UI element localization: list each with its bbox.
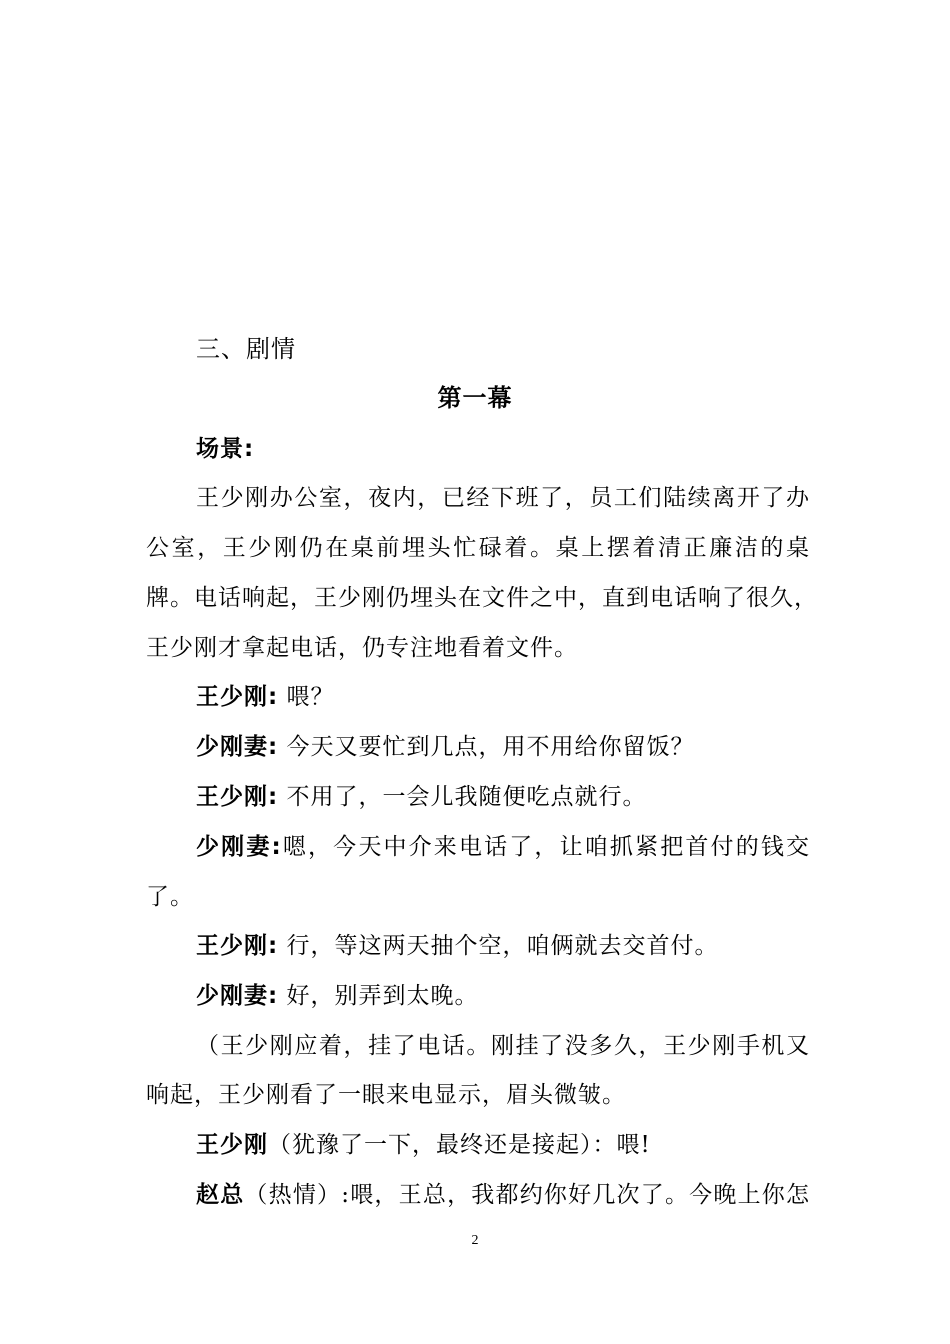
speaker: 少刚妻:	[196, 834, 282, 860]
dialogue-text: 不用了，一会儿我随便吃点就行。	[286, 784, 647, 810]
stage-direction-line-2: 响起，王少刚看了一眼来电显示，眉头微皱。	[146, 1082, 626, 1108]
dialogue2-line-2	[196, 1180, 810, 1210]
dialogue-line-4	[196, 832, 810, 862]
dialogue-line-2	[196, 732, 810, 762]
dialogue-line-4-cont: 了。	[146, 884, 194, 910]
scene-label: 场景:	[196, 436, 255, 462]
stage-note: （热情）:	[244, 1182, 351, 1208]
act-title: 第一幕	[437, 384, 513, 412]
dialogue-line-5	[196, 931, 810, 961]
dialogue-text: 喂？	[286, 684, 335, 710]
dialogue-text: 喂，王总，我都约你好几次了。今晚上你怎	[350, 1182, 811, 1208]
dialogue2-line-1	[196, 1130, 810, 1160]
speaker: 王少刚:	[196, 784, 279, 810]
scene-line-1: 王少刚办公室，夜内，已经下班了，员工们陆续离开了办	[196, 485, 810, 511]
speaker: 赵总	[196, 1182, 245, 1208]
stage-note: （犹豫了一下，最终还是接起）：	[268, 1132, 617, 1158]
dialogue-text: 行，等这两天抽个空，咱俩就去交首付。	[286, 933, 719, 959]
scene-line-4: 王少刚才拿起电话，仍专注地看着文件。	[146, 635, 578, 661]
dialogue-line-3	[196, 782, 810, 812]
dialogue-text: 嗯，今天中介来电话了，让咱抓紧把首付的钱交	[281, 834, 811, 860]
stage-direction-line-1: （王少刚应着，挂了电话。刚挂了没多久，王少刚手机又	[196, 1033, 810, 1059]
scene-line-3: 牌。电话响起，王少刚仍埋头在文件之中，直到电话响了很久，	[146, 585, 818, 611]
page-number: 2	[471, 1233, 479, 1248]
dialogue-text: 喂!	[616, 1132, 651, 1158]
speaker: 王少刚:	[196, 684, 279, 710]
dialogue-line-1	[196, 682, 810, 712]
dialogue-line-6	[196, 981, 810, 1011]
dialogue-text: 好，别弄到太晚。	[286, 983, 479, 1009]
speaker: 少刚妻:	[196, 983, 279, 1009]
speaker: 王少刚:	[196, 933, 279, 959]
speaker: 少刚妻:	[196, 734, 279, 760]
section-heading: 三、剧情	[196, 335, 296, 363]
scene-line-2: 公室，王少刚仍在桌前埋头忙碌着。桌上摆着清正廉洁的桌	[146, 535, 810, 561]
dialogue-text: 今天又要忙到几点，用不用给你留饭？	[286, 734, 695, 760]
speaker: 王少刚	[196, 1132, 268, 1158]
